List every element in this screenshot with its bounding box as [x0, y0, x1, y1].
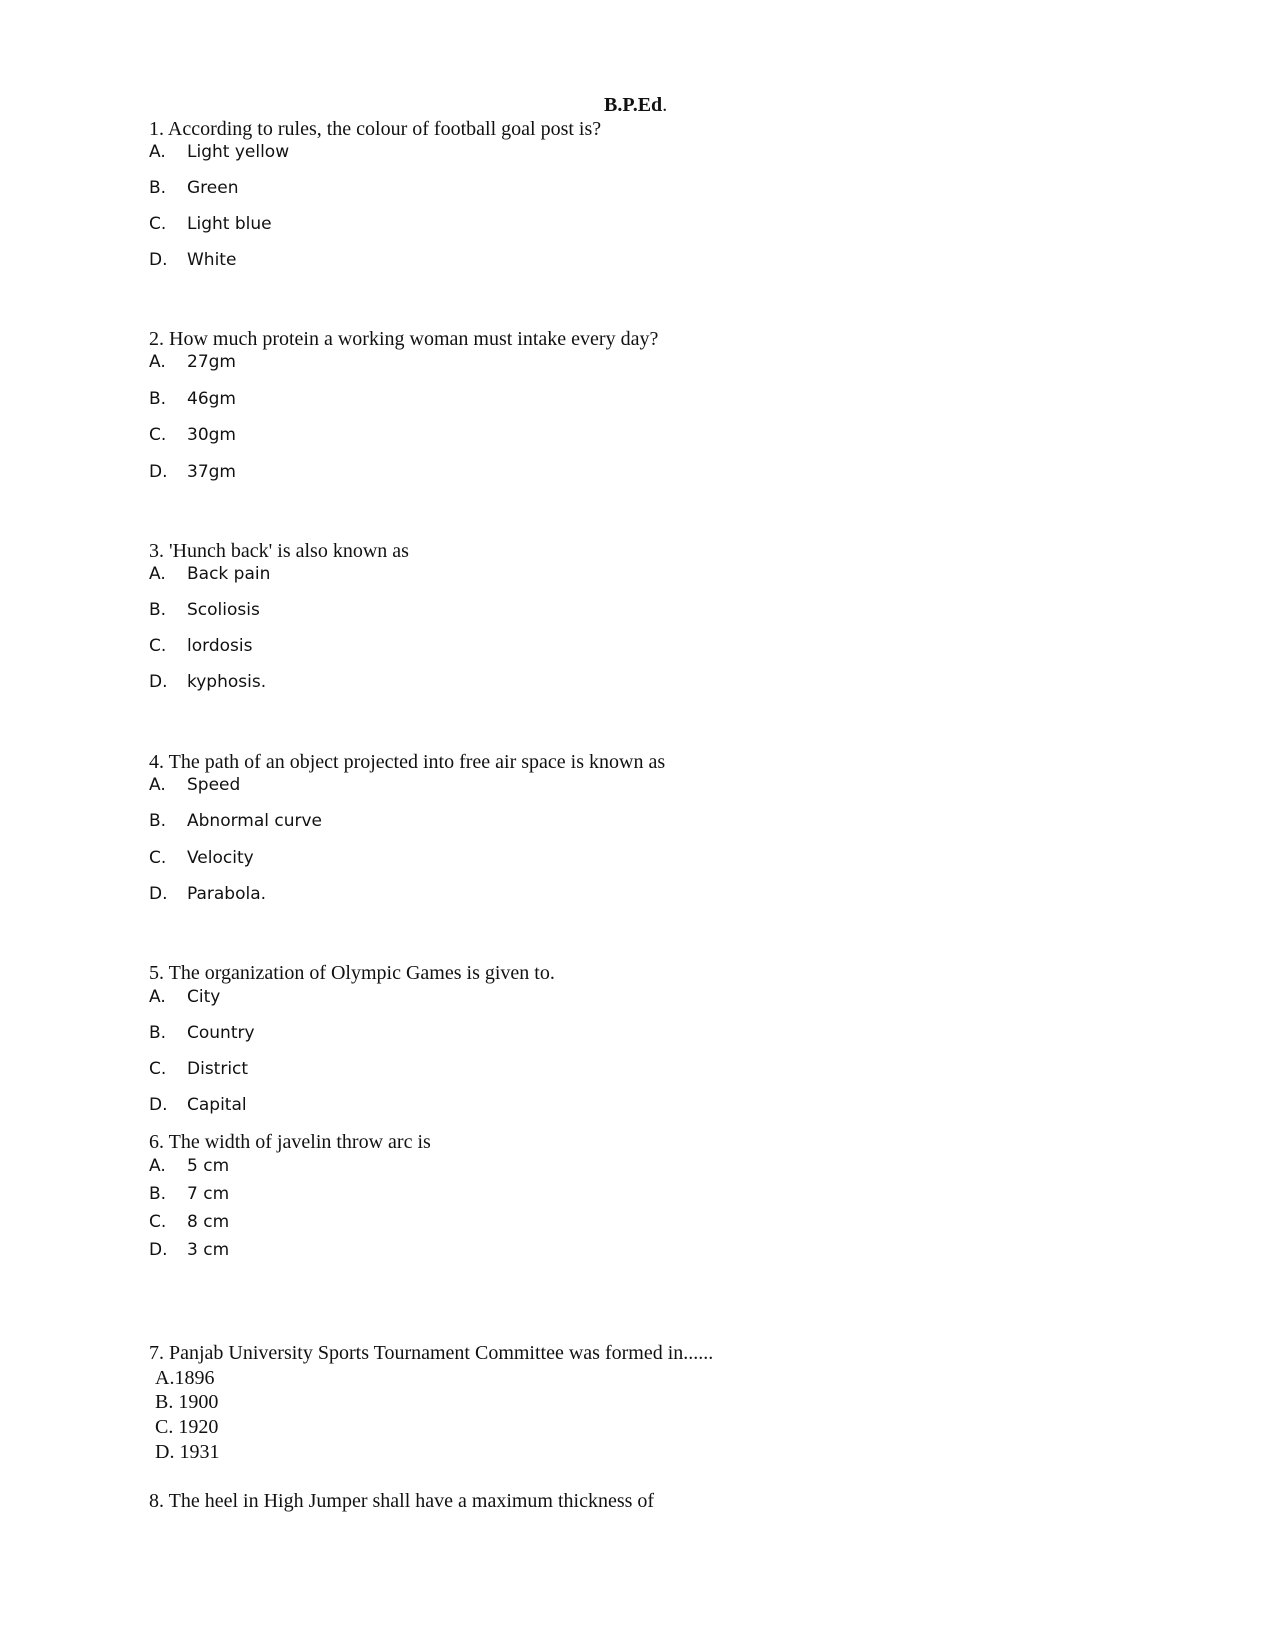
option-3d [149, 672, 266, 692]
option-text: City [187, 987, 221, 1007]
option-4c [149, 848, 254, 868]
option-4d [149, 884, 266, 904]
option-5b [149, 1023, 255, 1043]
option-letter: A. [149, 142, 166, 162]
option-text: Abnormal curve [187, 811, 323, 831]
option-text: 27gm [187, 352, 236, 372]
option-text: kyphosis. [187, 672, 267, 692]
option-5a [149, 987, 220, 1007]
option-7b: B. 1900 [155, 1391, 219, 1413]
title-dot: . [662, 94, 668, 116]
option-text: 46gm [187, 389, 236, 409]
option-4b [149, 811, 322, 831]
option-letter: B. [149, 1023, 167, 1043]
question-7: 7. Panjab University Sports Tournament Committee was formed in...... [149, 1342, 714, 1364]
option-letter: D. [149, 1095, 168, 1115]
option-text: Green [187, 178, 239, 198]
option-text: 3 cm [187, 1240, 230, 1260]
option-letter: B. [149, 178, 167, 198]
question-6: 6. The width of javelin throw arc is [149, 1131, 431, 1153]
option-text: District [187, 1059, 249, 1079]
option-1b [149, 178, 238, 198]
option-letter: D. [149, 672, 168, 692]
option-letter: D. [149, 250, 168, 270]
option-text: 7 cm [187, 1184, 230, 1204]
option-text: Back pain [187, 564, 271, 584]
option-letter: B. [149, 600, 167, 620]
option-letter: C. [149, 425, 167, 445]
option-1d [149, 250, 236, 270]
option-3c [149, 636, 252, 656]
option-letter: D. [149, 1240, 168, 1260]
option-2a [149, 352, 236, 372]
option-7a: A.1896 [155, 1367, 215, 1389]
option-text: 30gm [187, 425, 236, 445]
option-7c: C. 1920 [155, 1416, 219, 1438]
option-letter: A. [149, 1156, 166, 1176]
option-letter: D. [149, 884, 168, 904]
option-text: Scoliosis [187, 600, 260, 620]
question-4: 4. The path of an object projected into free air space is known as [149, 751, 666, 773]
question-8: 8. The heel in High Jumper shall have a maximum thickness of [149, 1490, 655, 1512]
option-letter: C. [149, 1059, 167, 1079]
option-2d [149, 462, 236, 482]
option-text: Light yellow [187, 142, 290, 162]
option-text: Light blue [187, 214, 272, 234]
option-text: Capital [187, 1095, 247, 1115]
option-text: lordosis [187, 636, 253, 656]
option-3b [149, 600, 260, 620]
option-6d [149, 1240, 229, 1260]
option-1a [149, 142, 289, 162]
option-6c [149, 1212, 229, 1232]
option-letter: B. [149, 1184, 167, 1204]
question-1: 1. According to rules, the colour of football goal post is? [149, 118, 602, 140]
option-text: White [187, 250, 237, 270]
option-6a [149, 1156, 229, 1176]
option-letter: A. [149, 564, 166, 584]
option-5c [149, 1059, 248, 1079]
option-6b [149, 1184, 229, 1204]
option-5d [149, 1095, 247, 1115]
option-1c [149, 214, 272, 234]
option-letter: A. [149, 775, 166, 795]
option-text: 37gm [187, 462, 236, 482]
option-letter: A. [149, 987, 166, 1007]
option-3a [149, 564, 270, 584]
option-letter: D. [149, 462, 168, 482]
option-text: Speed [187, 775, 241, 795]
option-letter: B. [149, 811, 167, 831]
option-4a [149, 775, 240, 795]
option-letter: A. [149, 352, 166, 372]
option-letter: C. [149, 636, 167, 656]
question-3: 3. 'Hunch back' is also known as [149, 540, 409, 562]
question-2: 2. How much protein a working woman must intake every day? [149, 328, 659, 350]
option-letter: C. [149, 1212, 167, 1232]
option-text: 8 cm [187, 1212, 230, 1232]
page-title [604, 94, 667, 117]
option-letter: B. [149, 389, 167, 409]
option-letter: C. [149, 214, 167, 234]
question-5: 5. The organization of Olympic Games is given to. [149, 962, 555, 984]
option-text: Parabola. [187, 884, 267, 904]
option-text: Country [187, 1023, 255, 1043]
title-text: B.P.Ed [604, 94, 663, 116]
option-text: 5 cm [187, 1156, 230, 1176]
option-7d: D. 1931 [155, 1441, 220, 1463]
option-2c [149, 425, 236, 445]
option-text: Velocity [187, 848, 254, 868]
option-letter: C. [149, 848, 167, 868]
option-2b [149, 389, 236, 409]
